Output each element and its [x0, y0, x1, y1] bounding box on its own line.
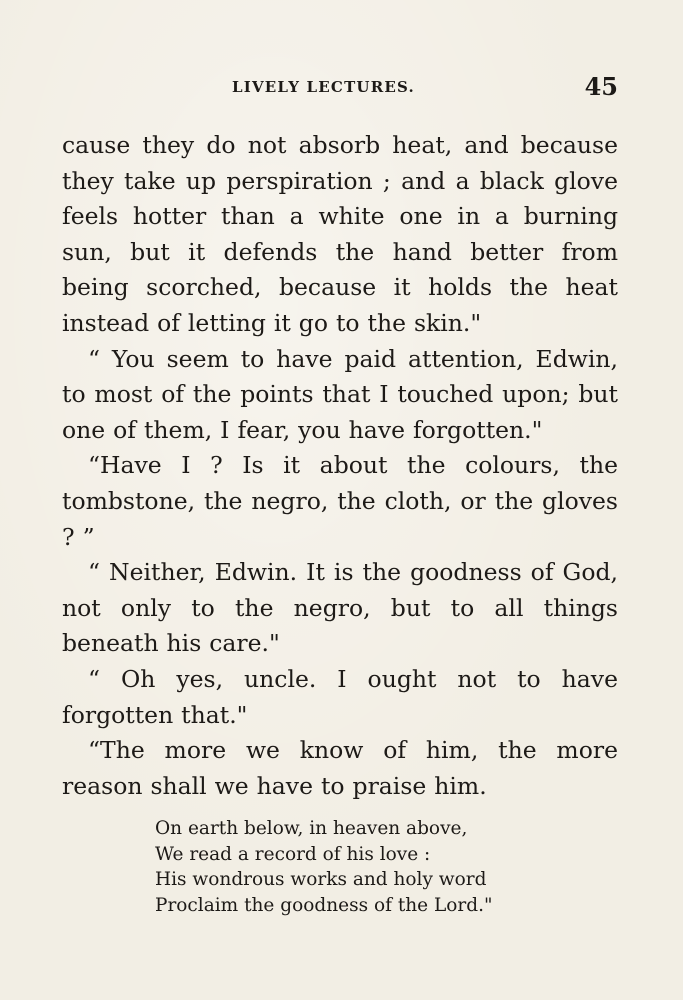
verse-line: On earth below, in heaven above,: [155, 818, 468, 839]
running-head: [62, 74, 618, 102]
paragraph: “ You seem to have paid attention, Edwin, to most of the points that I touched upon; but one of them, I fear, you have forgotten.": [62, 344, 618, 444]
page-number: 45: [584, 72, 618, 101]
paragraph: “The more we know of him, the more reason shall we have to praise him.: [62, 736, 618, 800]
verse-line: His wondrous works and holy word: [155, 869, 487, 890]
running-title: LIVELY LECTURES.: [232, 78, 415, 96]
paragraph-continuation: cause they do not absorb heat, and because they take up perspiration ; and a black glove feels hotter than a white one in a burning sun, but it defends the hand better from being scorched, because it holds the heat instead of letting it go to the skin.": [62, 131, 618, 337]
verse-block: [155, 816, 595, 918]
body-text: [62, 128, 618, 804]
paragraph: “ Neither, Edwin. It is the goodness of God, not only to the negro, but to all things beneath his care.": [62, 558, 618, 658]
paragraph: “ Oh yes, uncle. I ought not to have forgotten that.": [62, 664, 618, 729]
verse-line: Proclaim the goodness of the Lord.": [155, 894, 493, 916]
paragraph: “Have I ? Is it about the colours, the tombstone, the negro, the cloth, or the gloves ? ”: [62, 451, 618, 551]
verse-line: We read a record of his love :: [155, 843, 431, 865]
